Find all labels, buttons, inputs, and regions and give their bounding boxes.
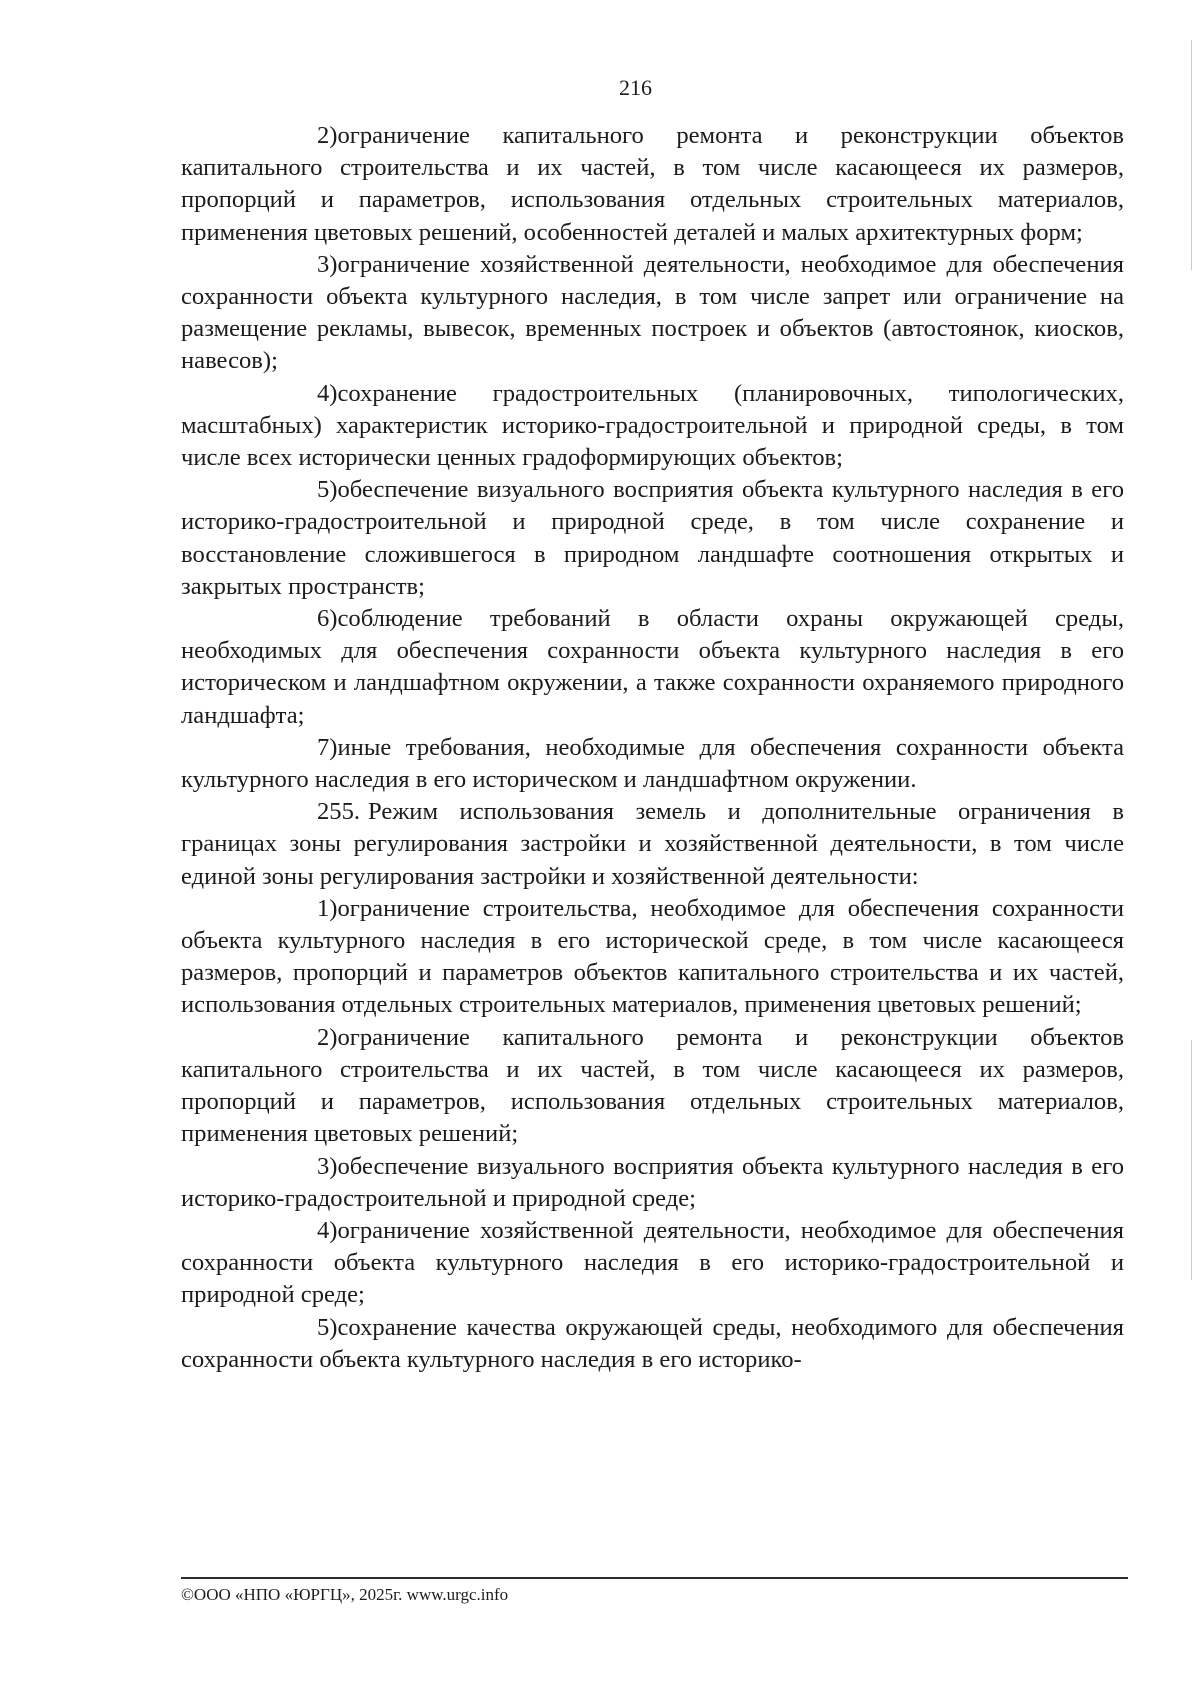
item-number: 5) (317, 476, 338, 504)
item-number: 4) (317, 1216, 338, 1244)
list-item (181, 893, 1124, 1022)
section-paragraph (181, 796, 1124, 893)
item-number: 1) (317, 894, 338, 922)
document-body (181, 120, 1124, 1376)
footer-divider (181, 1577, 1128, 1579)
list-item (181, 1151, 1124, 1215)
list-item (181, 474, 1124, 603)
item-number: 7) (317, 733, 338, 761)
section-text: Режим использования земель и дополнительные ограничения в границах зоны регулирования застройки и хозяйственной деятельности, в том числе единой зоны регулирования застройки и хозяйственной деятельности: (181, 798, 1124, 890)
item-text: ограничение хозяйственной деятельности, необходимое для обеспечения сохранности объекта культурного наследия, в том числе запрет или ограничение на размещение рекламы, вывесок, временных построек и объектов (автостоянок, киосков, навесов); (181, 250, 1124, 375)
item-text: иные требования, необходимые для обеспечения сохранности объекта культурного наследия в его историческом и ландшафтном окружении. (181, 733, 1124, 794)
list-item (181, 732, 1124, 796)
item-number: 5) (317, 1313, 338, 1341)
item-text: сохранение качества окружающей среды, необходимого для обеспечения сохранности объекта культурного наследия в его историко- (181, 1313, 1124, 1373)
page-number: 216 (619, 75, 652, 100)
list-item (181, 378, 1124, 475)
item-text: обеспечение визуального восприятия объекта культурного наследия в его историко-градостроительной и природной среде; (181, 1152, 1124, 1212)
item-number: 6) (317, 605, 338, 633)
item-text: ограничение капитального ремонта и реконструкции объектов капитального строительства и их частей, в том числе касающееся их размеров, пропорций и параметров, использования отдельных строительных материалов, применения цветовых решений, особенностей деталей и малых архитектурных форм; (181, 122, 1124, 246)
list-item (181, 603, 1124, 732)
item-text: ограничение строительства, необходимое для обеспечения сохранности объекта культурного наследия в его исторической среде, в том числе касающееся размеров, пропорций и параметров объектов капитального строительства и их частей, использования отдельных строительных материалов, применения цветовых решений; (181, 894, 1124, 1019)
item-text: соблюдение требований в области охраны окружающей среды, необходимых для обеспечения сохранности объекта культурного наследия в его историческом и ландшафтном окружении, а также сохранности охраняемого природного ландшафта; (181, 605, 1124, 729)
list-item (181, 1312, 1124, 1376)
item-number: 4) (317, 379, 338, 407)
scan-edge-mark (1191, 1040, 1192, 1280)
item-number: 2) (317, 1023, 338, 1051)
section-number: 255. (317, 798, 361, 826)
item-number: 3) (317, 250, 338, 278)
list-item (181, 1022, 1124, 1151)
list-item (181, 1215, 1124, 1312)
item-text: ограничение хозяйственной деятельности, необходимое для обеспечения сохранности объекта культурного наследия в его историко-градостроительной и природной среде; (181, 1216, 1124, 1309)
item-text: сохранение градостроительных (планировочных, типологических, масштабных) характеристик историко-градостроительной и природной среды, в том числе всех исторически ценных градоформирующих объектов; (181, 379, 1124, 472)
item-number: 2) (317, 122, 338, 149)
list-item (181, 120, 1124, 249)
item-text: ограничение капитального ремонта и реконструкции объектов капитального строительства и их частей, в том числе касающееся их размеров, пропорций и параметров, использования отдельных строительных материалов, применения цветовых решений; (181, 1023, 1124, 1148)
footer-copyright: ©ООО «НПО «ЮРГЦ», 2025г. www.urgc.info (181, 1585, 509, 1604)
item-number: 3) (317, 1152, 338, 1180)
scan-edge-mark (1191, 40, 1192, 270)
item-text: обеспечение визуального восприятия объекта культурного наследия в его историко-градостроительной и природной среде, в том числе сохранение и восстановление сложившегося в природном ландшафте соотношения открытых и закрытых пространств; (181, 476, 1124, 600)
list-item (181, 249, 1124, 378)
